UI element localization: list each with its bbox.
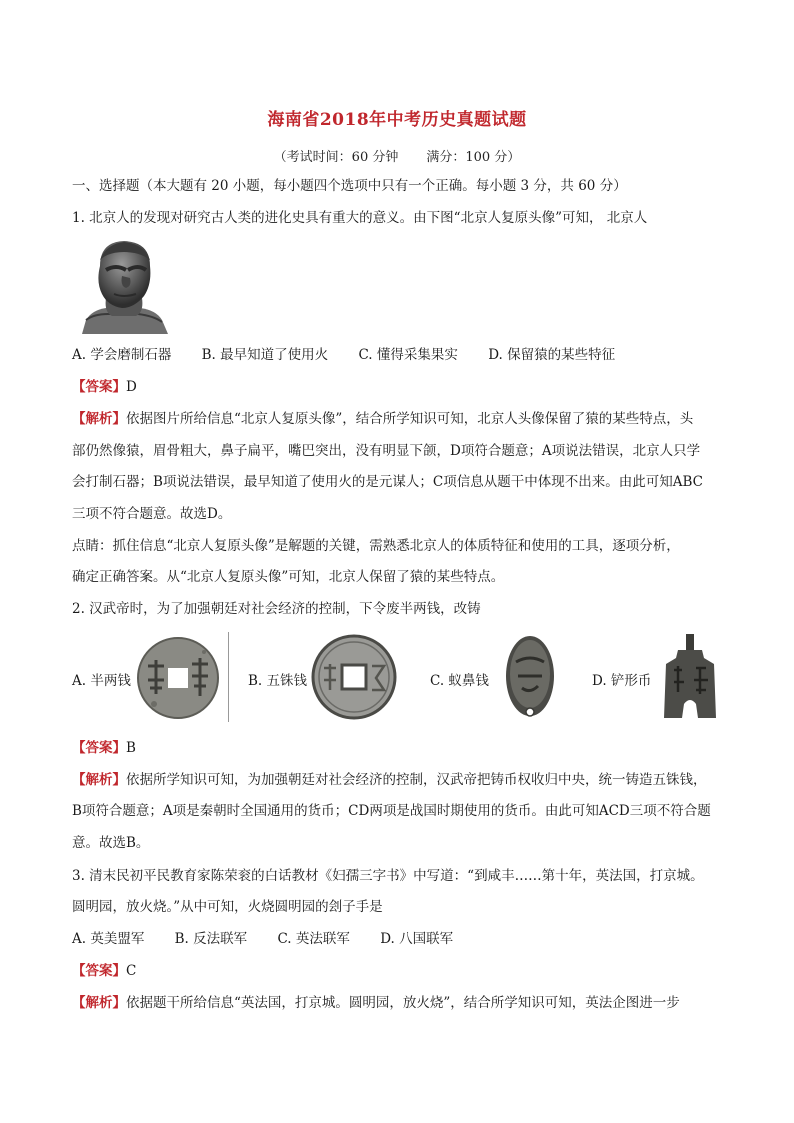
q2-option-b[interactable]	[248, 632, 398, 722]
q2-option-c-label: C. 蚁鼻钱	[430, 673, 489, 689]
answer-tag: 【答案】	[72, 963, 126, 979]
q1-tip-line-1: 点睛：抓住信息“北京人复原头像”是解题的关键，需熟悉北京人的体质特征和使用的工具，逐项分析，	[72, 538, 680, 554]
q2-answer-value: B	[126, 740, 136, 756]
analysis-tag: 【解析】	[72, 772, 126, 788]
q2-analysis-line-3: 意。故选B。	[72, 835, 150, 851]
q2-option-b-label: B. 五铢钱	[248, 673, 308, 689]
yibi-coin-image	[502, 632, 558, 722]
q1-answer-value: D	[126, 379, 137, 395]
q2-option-a[interactable]	[72, 632, 222, 722]
q1-analysis-line-3: 会打制石器；B项说法错误，最早知道了使用火的是元谋人；C项信息从题干中体现不出来。由此可知ABC	[72, 474, 703, 490]
q2-analysis-text-1: 依据所学知识可知，为加强朝廷对社会经济的控制，汉武帝把铸币权收归中央，统一铸造五铢钱，	[126, 772, 707, 788]
page-title: 海南省2018年中考历史真题试题	[267, 110, 527, 130]
q3-answer-value: C	[126, 963, 137, 979]
q3-answer	[72, 961, 732, 981]
q3-stem-line-2: 圆明园，放火烧。”从中可知，火烧圆明园的刽子手是	[72, 899, 383, 915]
q1-analysis-line-1	[72, 409, 732, 429]
q2-analysis-line-2: B项符合题意；A项是秦朝时全国通用的货币；CD两项是战国时期使用的货币。由此可知ACD三项不符合题	[72, 803, 711, 819]
wuzhu-coin-image	[310, 634, 398, 720]
q1-analysis-text-1: 依据图片所给信息“北京人复原头像”，结合所学知识可知，北京人头像保留了猿的某些特点，头	[126, 411, 694, 427]
q1-option-b[interactable]: B. 最早知道了使用火	[201, 347, 329, 363]
q2-answer	[72, 738, 732, 758]
q3-options	[72, 929, 732, 949]
q3-option-a[interactable]: A. 英美盟军	[72, 931, 145, 947]
q1-answer	[72, 377, 732, 397]
q1-analysis-line-4: 三项不符合题意。故选D。	[72, 506, 232, 522]
q2-stem: 2. 汉武帝时，为了加强朝廷对社会经济的控制，下令废半两钱，改铸	[72, 601, 481, 617]
q1-analysis-line-2: 部仍然像猿，眉骨粗大，鼻子扁平，嘴巴突出，没有明显下颌，D项符合题意；A项说法错误，北京人只学	[72, 443, 701, 459]
q2-analysis-line-1	[72, 770, 732, 790]
q2-coin-options	[72, 632, 732, 722]
q3-analysis-text-1: 依据题干所给信息“英法国，打京城。圆明园，放火烧”，结合所学知识可知，英法企图进一步	[126, 995, 680, 1011]
q1-option-a[interactable]: A. 学会磨制石器	[72, 347, 172, 363]
peking-man-bust-illustration	[76, 236, 172, 336]
answer-tag: 【答案】	[72, 740, 126, 756]
q3-option-c[interactable]: C. 英法联军	[277, 931, 350, 947]
exam-score: 满分：100 分）	[426, 150, 521, 165]
spade-coin-image	[660, 634, 720, 720]
q1-stem: 1. 北京人的发现对研究古人类的进化史具有重大的意义。由下图“北京人复原头像”可知， 北京人	[72, 210, 648, 226]
q2-option-d-label: D. 铲形币	[592, 673, 652, 689]
analysis-tag: 【解析】	[72, 411, 126, 427]
answer-tag: 【答案】	[72, 379, 126, 395]
coin-divider	[228, 632, 229, 722]
q1-tip-line-2: 确定正确答案。从“北京人复原头像”可知，北京人保留了猿的某些特点。	[72, 569, 505, 585]
peking-man-bust-image	[76, 236, 172, 336]
q2-option-d[interactable]	[592, 632, 732, 722]
q2-option-a-label: A. 半两钱	[72, 673, 131, 689]
analysis-tag: 【解析】	[72, 995, 126, 1011]
section-heading: 一、选择题（本大题有 20 小题，每小题四个选项中只有一个正确。每小题 3 分，共 60 分）	[72, 178, 627, 194]
exam-time: （考试时间：60 分钟	[273, 150, 399, 165]
q3-analysis-line-1	[72, 993, 732, 1013]
q1-options	[72, 345, 732, 365]
q2-option-c[interactable]	[430, 632, 570, 722]
q3-option-b[interactable]: B. 反法联军	[174, 931, 248, 947]
q1-option-c[interactable]: C. 懂得采集果实	[358, 347, 458, 363]
q1-option-d[interactable]: D. 保留猿的某些特征	[488, 347, 616, 363]
exam-subtitle	[0, 146, 794, 165]
banliang-coin-image	[134, 636, 222, 720]
q3-stem-line-1: 3. 清末民初平民教育家陈荣衮的白话教材《妇孺三字书》中写道：“到咸丰……第十年，英法国，打京城。	[72, 868, 704, 884]
q3-option-d[interactable]: D. 八国联军	[380, 931, 454, 947]
